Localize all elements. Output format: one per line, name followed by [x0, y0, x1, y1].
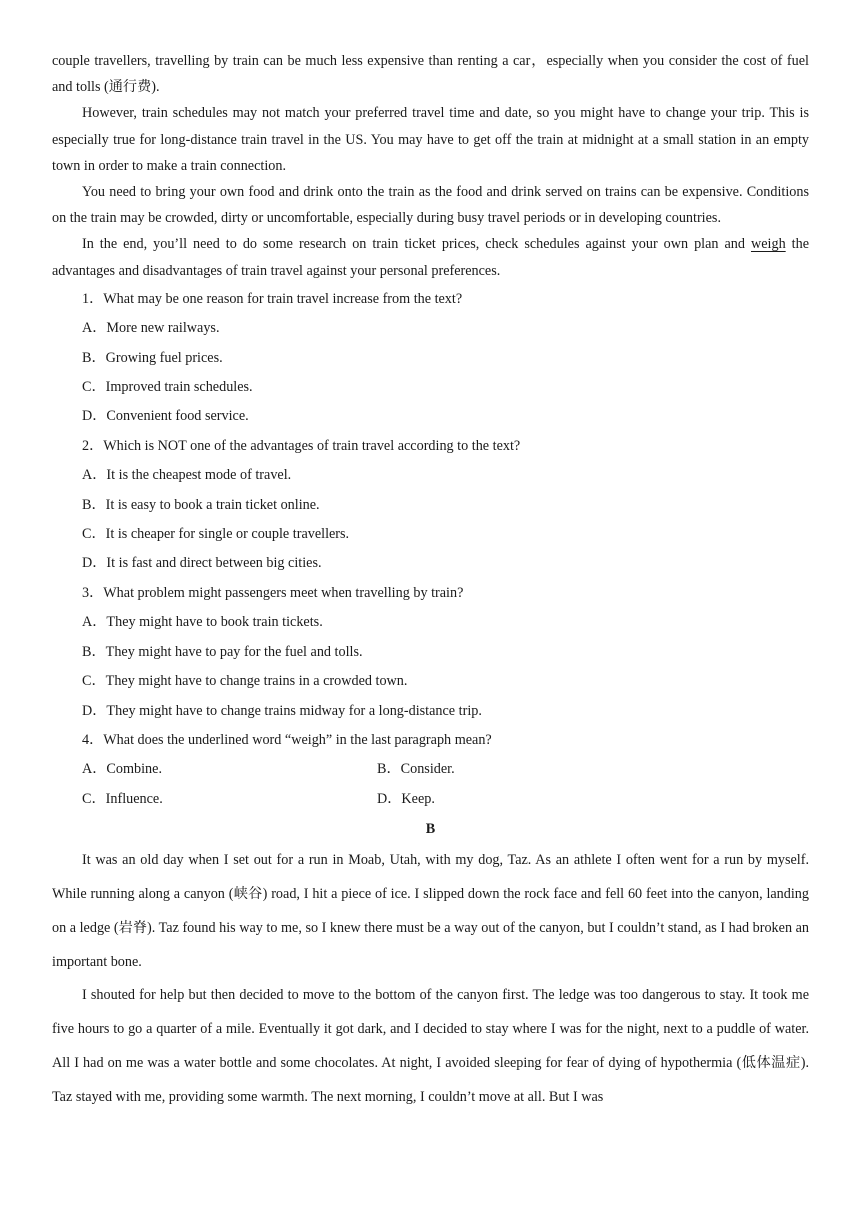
passage-a-paragraph-1: couple travellers, travelling by train can be much less expensive than renting a car，especially when you consider the cost of fuel and tolls (通行费).	[52, 53, 809, 96]
passage-b-paragraph-2: I shouted for help but then decided to move to the bottom of the canyon first. The ledge was too dangerous to stay. It took me five hours to go a quarter of a mile. Eventually it got dark, and I decided to stay where I was for the night, next to a puddle of water. All I had on me was a water bottle and some chocolates. At night, I avoided sleeping for fear of dying of hypothermia (低体温症). Taz stayed with me, providing some warmth. The next morning, I couldn’t move at all. But I was	[52, 987, 809, 1105]
question-3-option-a: A．They might have to book train tickets.	[82, 614, 323, 631]
question-4-options-row-2	[82, 785, 809, 814]
question-4-option-c: C．Influence.	[82, 790, 163, 807]
underlined-word-weigh: weigh	[750, 236, 786, 253]
question-2-stem: 2．Which is NOT one of the advantages of train travel according to the text?	[82, 437, 521, 454]
passage-b-paragraph-1: It was an old day when I set out for a run in Moab, Utah, with my dog, Taz. As an athlete I often went for a run by myself. While running along a canyon (峡谷) road, I hit a piece of ice. I slipped down the rock face and fell 60 feet into the canyon, landing on a ledge (岩脊). Taz found his way to me, so I knew there must be a way out of the canyon, but I couldn’t stand, as I had broken an important bone.	[52, 852, 809, 970]
section-b-heading: B	[425, 821, 436, 838]
paragraph-4-text-after: the advantages and disadvantages of train travel against your personal preferences.	[52, 236, 809, 279]
question-2-option-a: A．It is the cheapest mode of travel.	[82, 467, 292, 484]
document-page	[52, 48, 809, 1115]
paragraph-4-text-before: In the end, you’ll need to do some research on train ticket prices, check schedules against your own plan and	[82, 236, 751, 253]
question-1-stem: 1．What may be one reason for train travel increase from the text?	[82, 290, 463, 307]
question-1-option-a: A．More new railways.	[82, 320, 220, 337]
question-1-option-c: C．Improved train schedules.	[82, 379, 253, 396]
question-3-stem: 3．What problem might passengers meet when travelling by train?	[82, 584, 464, 601]
question-4-option-b: B．Consider.	[377, 761, 455, 778]
question-4-option-a: A．Combine.	[82, 761, 162, 778]
question-4-stem: 4．What does the underlined word “weigh” in the last paragraph mean?	[82, 731, 492, 748]
question-3-option-b: B．They might have to pay for the fuel and tolls.	[82, 643, 363, 660]
question-4-options-row-1	[82, 755, 809, 784]
question-1-option-d: D．Convenient food service.	[82, 408, 249, 425]
question-1-option-b: B．Growing fuel prices.	[82, 349, 223, 366]
passage-a-paragraph-3: You need to bring your own food and drink onto the train as the food and drink served on trains can be expensive. Conditions on the train may be crowded, dirty or uncomfortable, especially during busy travel periods or in developing countries.	[52, 184, 809, 227]
question-2-option-c: C．It is cheaper for single or couple travellers.	[82, 526, 350, 543]
question-2-option-b: B．It is easy to book a train ticket online.	[82, 496, 320, 513]
question-3-option-d: D．They might have to change trains midway for a long-distance trip.	[82, 702, 482, 719]
passage-a-paragraph-4	[52, 231, 809, 283]
question-4-option-d: D．Keep.	[377, 790, 435, 807]
question-3-option-c: C．They might have to change trains in a crowded town.	[82, 673, 408, 690]
question-2-option-d: D．It is fast and direct between big cities.	[82, 555, 322, 572]
passage-a-paragraph-2: However, train schedules may not match your preferred travel time and date, so you might have to change your trip. This is especially true for long-distance train travel in the US. You may have to get off the train at midnight at a small station in an empty town in order to make a train connection.	[52, 105, 809, 174]
